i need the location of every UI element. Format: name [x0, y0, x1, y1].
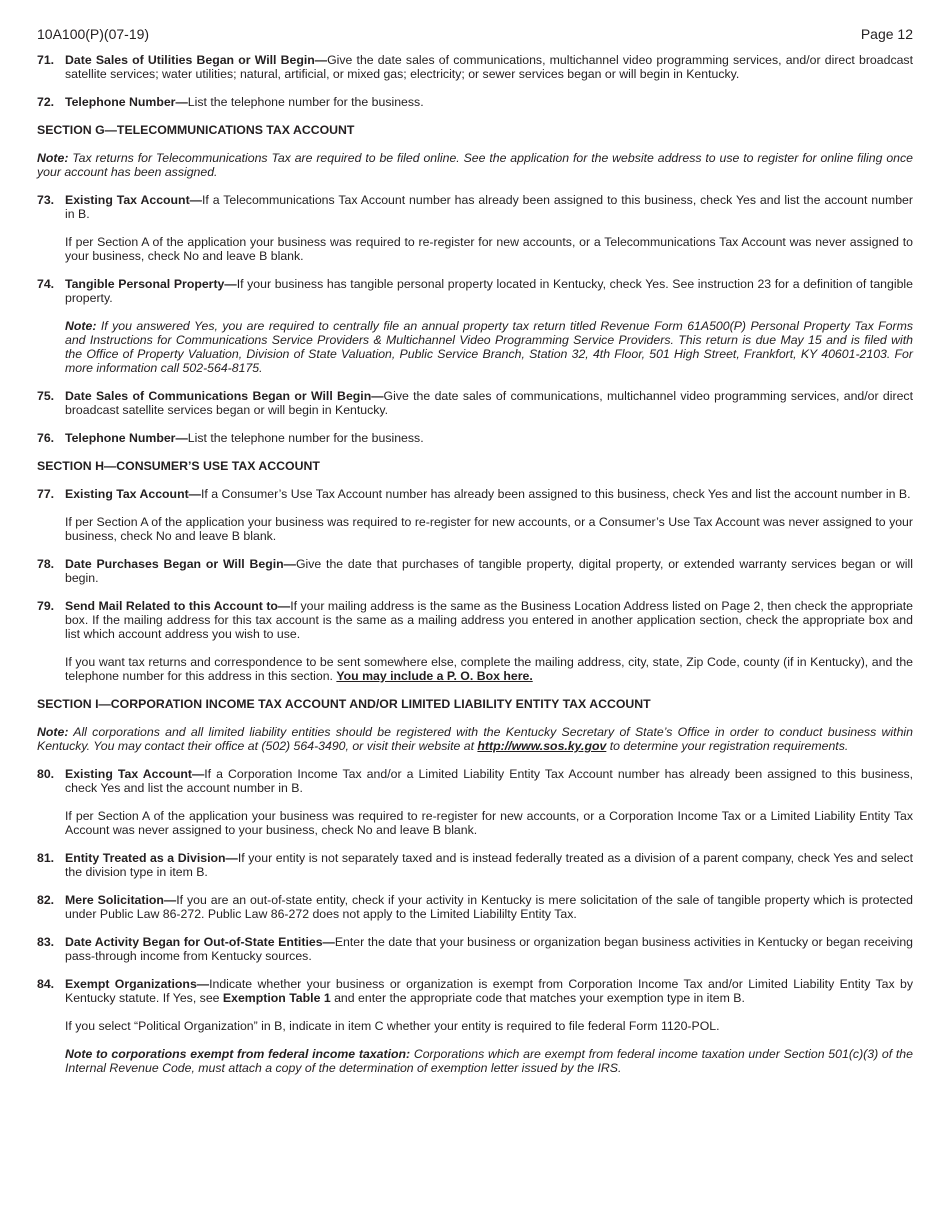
item-number: 81. [37, 851, 55, 865]
item-note [65, 1047, 913, 1075]
item-78 [37, 557, 913, 585]
note-text: All corporations and all limited liability entities should be registered with the Kentucky Secretary of State’s Office in order to conduct business within Kentucky. You may contact their office at (502) 564-3490, or visit their website at [37, 725, 913, 753]
item-note [65, 319, 913, 375]
item-number: 79. [37, 599, 55, 613]
note-label: Note: [37, 725, 69, 739]
note-text: Tax returns for Telecommunications Tax are required to be filed online. See the application for the website address to use to register for online filing once your account has been assigned. [37, 151, 913, 179]
item-title: Send Mail Related to this Account to— [65, 599, 291, 613]
section-i-heading: SECTION I—CORPORATION INCOME TAX ACCOUNT AND/OR LIMITED LIABILITY ENTITY TAX ACCOUNT [37, 697, 651, 711]
item-title: Mere Solicitation— [65, 893, 177, 907]
item-number: 73. [37, 193, 55, 207]
item-text: Give the date sales of communications, multichannel video programming services, and/or direct broadcast satellite services began or will begin in Kentucky. [65, 389, 913, 417]
item-79 [37, 599, 913, 683]
item-number: 80. [37, 767, 55, 781]
item-text: If your entity is not separately taxed and is instead federally treated as a division of a parent company, check Yes and select the division type in item B. [65, 851, 913, 879]
item-83 [37, 935, 913, 963]
item-text: Give the date that purchases of tangible property, digital property, or extended warranty services began or will begin. [65, 557, 913, 585]
item-82 [37, 893, 913, 921]
item-number: 75. [37, 389, 55, 403]
item-text: If you are an out-of-state entity, check if your activity in Kentucky is mere solicitation of the sale of tangible property which is protected under Public Law 86-272. Public Law 86-272 does not apply to the Limited Liabililty Entity Tax. [65, 893, 913, 921]
exemption-table-ref: Exemption Table 1 [222, 991, 331, 1005]
item-71 [37, 53, 913, 81]
item-number: 76. [37, 431, 55, 445]
item-title: Existing Tax Account— [65, 767, 205, 781]
item-title: Telephone Number— [65, 431, 188, 445]
item-number: 77. [37, 487, 55, 501]
item-paragraph: If you want tax returns and correspondence to be sent somewhere else, complete the mailing address, city, state, Zip Code, county (if in Kentucky), and the telephone number for this address in this section. [65, 655, 913, 683]
item-text: List the telephone number for the business. [187, 431, 424, 445]
item-number: 78. [37, 557, 55, 571]
page-header [37, 26, 913, 42]
form-id: 10A100(P)(07-19) [37, 26, 150, 42]
item-paragraph: If you select “Political Organization” in B, indicate in item C whether your entity is required to file federal Form 1120-POL. [65, 1019, 720, 1033]
item-number: 84. [37, 977, 55, 991]
item-number: 82. [37, 893, 55, 907]
item-text: List the telephone number for the business. [187, 95, 424, 109]
note-label: Note: [37, 151, 69, 165]
document-page [37, 26, 913, 1089]
item-title: Telephone Number— [65, 95, 188, 109]
item-80 [37, 767, 913, 837]
item-75 [37, 389, 913, 417]
item-76 [37, 431, 913, 445]
item-text: If your business has tangible personal property located in Kentucky, check Yes. See instruction 23 for a definition of tangible property. [65, 277, 913, 305]
po-box-note: You may include a P. O. Box here. [336, 669, 533, 683]
sos-website-link[interactable]: http://www.sos.ky.gov [477, 739, 607, 753]
section-g-note [37, 151, 913, 179]
note-label: Note: [65, 319, 97, 333]
item-number: 83. [37, 935, 55, 949]
note-text: Corporations which are exempt from federal income taxation under Section 501(c)(3) of the Internal Revenue Code, must attach a copy of the determination of exemption letter issued by the IRS. [65, 1047, 913, 1075]
item-title: Tangible Personal Property— [65, 277, 237, 291]
item-title: Exempt Organizations— [65, 977, 210, 991]
item-text: If your mailing address is the same as the Business Location Address listed on Page 2, then check the appropriate box. If the mailing address for this tax account is the same as a mailing address you entered in another application section, check the appropriate box and list which account address you wish to use. [65, 599, 913, 641]
item-paragraph: If per Section A of the application your business was required to re-register for new accounts, or a Consumer’s Use Tax Account was never assigned to your business, check No and leave B blank. [65, 515, 913, 543]
item-77 [37, 487, 913, 543]
item-title: Entity Treated as a Division— [65, 851, 238, 865]
section-h-heading: SECTION H—CONSUMER’S USE TAX ACCOUNT [37, 459, 320, 473]
item-title: Existing Tax Account— [65, 193, 202, 207]
item-text: If a Consumer’s Use Tax Account number has already been assigned to this business, check Yes and list the account number in B. [200, 487, 911, 501]
section-g-heading: SECTION G—TELECOMMUNICATIONS TAX ACCOUNT [37, 123, 355, 137]
item-text: Indicate whether your business or organization is exempt from Corporation Income Tax and/or Limited Liability Entity Tax by Kentucky statute. If Yes, see [65, 977, 913, 1005]
item-72 [37, 95, 913, 109]
item-number: 74. [37, 277, 55, 291]
item-81 [37, 851, 913, 879]
item-title: Date Sales of Utilities Began or Will Begin— [65, 53, 328, 67]
item-title: Date Purchases Began or Will Begin— [65, 557, 296, 571]
item-title: Date Activity Began for Out-of-State Entities— [65, 935, 335, 949]
item-text: Enter the date that your business or organization began business activities in Kentucky or began receiving pass-through income from Kentucky sources. [65, 935, 914, 963]
item-number: 71. [37, 53, 55, 67]
section-i-note [37, 725, 913, 753]
page-number: Page 12 [860, 26, 913, 42]
item-title: Date Sales of Communications Began or Will Begin— [65, 389, 384, 403]
item-84 [37, 977, 913, 1075]
item-text: If a Telecommunications Tax Account number has already been assigned to this business, check Yes and list the account number in B. [65, 193, 913, 221]
item-text: If a Corporation Income Tax and/or a Limited Liability Entity Tax Account number has already been assigned to this business, check Yes and list the account number in B. [65, 767, 914, 795]
item-text-after: and enter the appropriate code that matches your exemption type in item B. [330, 991, 745, 1005]
item-paragraph: If per Section A of the application your business was required to re-register for new accounts, or a Corporation Income Tax or a Limited Liability Entity Tax Account was never assigned to your business, check No and leave B blank. [65, 809, 913, 837]
item-text: Give the date sales of communications, multichannel video programming services, and/or direct broadcast satellite services; water utilities; natural, artificial, or mixed gas; electricity; or sewer services began or will begin in Kentucky. [65, 53, 914, 81]
note-text: If you answered Yes, you are required to centrally file an annual property tax return titled Revenue Form 61A500(P) Personal Property Tax Forms and Instructions for Communications Service Providers & Multichannel Video Programming Service Providers. This return is due May 15 and is filed with the Office of Property Valuation, Division of State Valuation, Public Service Branch, Station 32, 4th Floor, 501 High Street, Frankfort, KY 40601-2103. For more information call 502-564-8175. [65, 319, 913, 375]
note-text-after: to determine your registration requirements. [606, 739, 849, 753]
item-title: Existing Tax Account— [65, 487, 201, 501]
item-number: 72. [37, 95, 55, 109]
item-74 [37, 277, 913, 375]
item-73 [37, 193, 913, 263]
note-label: Note to corporations exempt from federal income taxation: [65, 1047, 411, 1061]
item-paragraph: If per Section A of the application your business was required to re-register for new accounts, or a Telecommunications Tax Account was never assigned to your business, check No and leave B blank. [65, 235, 913, 263]
